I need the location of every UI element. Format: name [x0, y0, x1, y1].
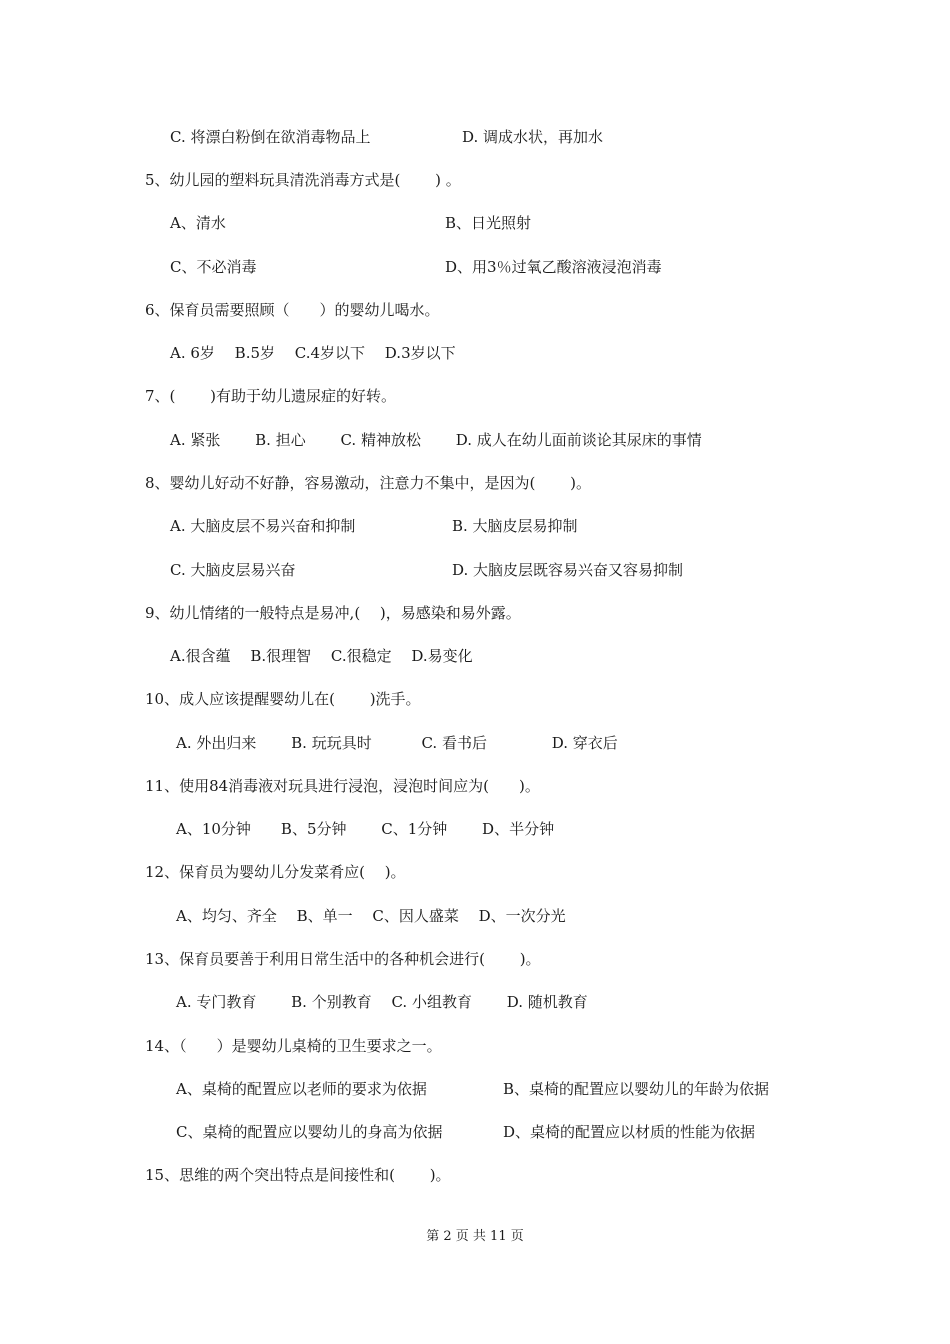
q10-stem: 10、成人应该提醒婴幼儿在( )洗手。 [145, 690, 421, 708]
q8-stem: 8、婴幼儿好动不好静，容易激动，注意力不集中，是因为( )。 [145, 474, 592, 492]
q12-stem: 12、保育员为婴幼儿分发菜肴应( )。 [145, 863, 406, 881]
q13-stem: 13、保育员要善于利用日常生活中的各种机会进行( )。 [145, 950, 541, 968]
q7-stem: 7、( )有助于幼儿遗尿症的好转。 [145, 387, 397, 405]
q14-stem: 14、（ ）是婴幼儿桌椅的卫生要求之一。 [145, 1037, 442, 1055]
q5-stem: 5、幼儿园的塑料玩具清洗消毒方式是( ) 。 [145, 171, 461, 189]
q14-option-d: D、桌椅的配置应以材质的性能为依据 [503, 1123, 756, 1141]
q8-option-a: A. 大脑皮层不易兴奋和抑制 [170, 517, 356, 535]
q5-option-d: D、用3％过氧乙酸溶液浸泡消毒 [445, 258, 662, 276]
q11-options: A、10分钟 B、5分钟 C、1分钟 D、半分钟 [176, 820, 555, 838]
q5-option-c: C、不必消毒 [170, 258, 257, 276]
q11-stem: 11、使用84消毒液对玩具进行浸泡，浸泡时间应为( )。 [145, 777, 540, 795]
q4-option-c: C. 将漂白粉倒在欲消毒物品上 [170, 128, 371, 146]
q6-stem: 6、保育员需要照顾（ ）的婴幼儿喝水。 [145, 301, 440, 319]
q10-options: A. 外出归来 B. 玩玩具时 C. 看书后 D. 穿衣后 [176, 734, 618, 752]
q12-options: A、均匀、齐全 B、单一 C、因人盛菜 D、一次分光 [176, 907, 566, 925]
q8-option-d: D. 大脑皮层既容易兴奋又容易抑制 [452, 561, 684, 579]
q13-options: A. 专门教育 B. 个别教育 C. 小组教育 D. 随机教育 [176, 993, 588, 1011]
q14-option-a: A、桌椅的配置应以老师的要求为依据 [176, 1080, 427, 1098]
q7-options: A. 紧张 B. 担心 C. 精神放松 D. 成人在幼儿面前谈论其尿床的事情 [170, 431, 702, 449]
q8-option-c: C. 大脑皮层易兴奋 [170, 561, 296, 579]
q15-stem: 15、思维的两个突出特点是间接性和( )。 [145, 1166, 451, 1184]
q9-options: A.很含蕴 B.很理智 C.很稳定 D.易变化 [170, 647, 473, 665]
page-number-footer: 第 2 页 共 11 页 [426, 1229, 524, 1244]
q14-option-b: B、桌椅的配置应以婴幼儿的年龄为依据 [503, 1080, 770, 1098]
q5-option-a: A、清水 [170, 214, 226, 232]
q6-options: A. 6岁 B.5岁 C.4岁以下 D.3岁以下 [170, 344, 456, 362]
q5-option-b: B、日光照射 [445, 214, 532, 232]
q4-option-d: D. 调成水状，再加水 [462, 128, 604, 146]
q14-option-c: C、桌椅的配置应以婴幼儿的身高为依据 [176, 1123, 443, 1141]
q9-stem: 9、幼儿情绪的一般特点是易冲,( )，易感染和易外露。 [145, 604, 521, 622]
q8-option-b: B. 大脑皮层易抑制 [452, 517, 578, 535]
